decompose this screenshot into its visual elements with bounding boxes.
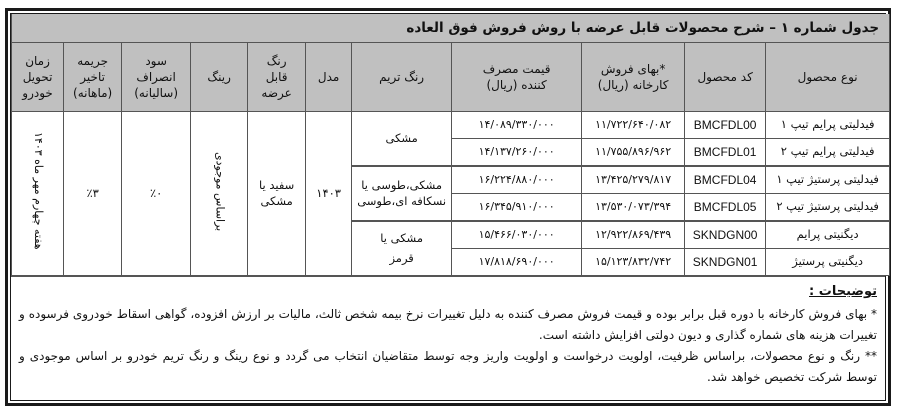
header-trim-color: رنگ تریم: [352, 43, 452, 112]
trim-color-line1: مشکی،طوسی یا: [361, 177, 442, 192]
product-code-cell: SKNDGN00: [685, 221, 766, 249]
document-frame: [5, 8, 891, 406]
product-code-cell: BMCFDL05: [685, 194, 766, 222]
consumer-price-cell: ۱۶/۳۴۵/۹۱۰/۰۰۰: [452, 194, 582, 222]
ring-value: براساس موجودی: [213, 151, 227, 231]
header-withdrawal-profit: سود انصراف (سالیانه): [122, 43, 191, 112]
product-code-cell: BMCFDL04: [685, 166, 766, 194]
factory-price-cell: ۱۳/۴۲۵/۲۷۹/۸۱۷: [582, 166, 685, 194]
product-type-cell: دیگنیتی پرایم: [766, 221, 890, 249]
trim-color-line2: قرمز: [389, 250, 414, 265]
model-cell: ۱۴۰۳: [306, 112, 352, 276]
factory-price-cell: ۱۳/۵۳۰/۰۷۳/۳۹۴: [582, 194, 685, 222]
factory-price-cell: ۱۲/۹۲۲/۸۶۹/۴۳۹: [582, 221, 685, 249]
consumer-price-cell: ۱۴/۱۳۷/۲۶۰/۰۰۰: [452, 139, 582, 167]
header-delay-penalty: جریمه تاخیر (ماهانه): [64, 43, 122, 112]
note-item-1: * بهای فروش کارخانه با دوره قبل برابر بوده و قیمت فروش مصرف کننده به دلیل تغییرات نرخ بیمه شخص ثالث، مالیات بر ارزش افزوده، گواهی اسقاط خودروی فرسوده و تغییرات هزینه های شماره گذاری و دیون دولتی افزایش داشته است.: [19, 307, 877, 342]
product-type-cell: دیگنیتی پرستیژ: [766, 249, 890, 276]
delivery-time-cell: [12, 112, 64, 276]
table-container: [10, 13, 886, 401]
product-type-cell: فیدلیتی پرایم تیپ ۱: [766, 112, 890, 139]
product-type-cell: فیدلیتی پرستیژ تیپ ۲: [766, 194, 890, 222]
factory-price-cell: ۱۵/۱۲۳/۸۳۲/۷۴۲: [582, 249, 685, 276]
header-product-code: کد محصول: [685, 43, 766, 112]
factory-price-cell: ۱۱/۷۵۵/۸۹۶/۹۶۲: [582, 139, 685, 167]
note-item-2: ** رنگ و نوع محصولات، براساس ظرفیت، اولویت درخواست و اولویت واریز وجه توسط متقاضیان انتخاب می گردد و نوع رینگ و رنگ تریم خودرو بر اساس موجودی و توسط شرکت تخصیص خواهد شد.: [19, 349, 877, 384]
delivery-time-value: هفته چهارم مهر ماه ۱۴۰۳: [31, 132, 45, 251]
offered-color-line2: مشکی: [260, 193, 293, 208]
header-model: مدل: [306, 43, 352, 112]
table-title: جدول شماره ۱ – شرح محصولات قابل عرضه با روش فروش فوق العاده: [12, 14, 890, 43]
header-ring: رینگ: [191, 43, 248, 112]
delay-penalty-cell: ٪۳: [64, 112, 122, 276]
product-code-cell: BMCFDL00: [685, 112, 766, 139]
consumer-price-cell: ۱۵/۴۶۶/۰۳۰/۰۰۰: [452, 221, 582, 249]
trim-color-cell: [352, 221, 452, 276]
consumer-price-cell: ۱۶/۲۲۴/۸۸۰/۰۰۰: [452, 166, 582, 194]
factory-price-cell: ۱۱/۷۲۲/۶۴۰/۰۸۲: [582, 112, 685, 139]
trim-color-cell: مشکی: [352, 112, 452, 167]
product-type-cell: فیدلیتی پرستیژ تیپ ۱: [766, 166, 890, 194]
products-table: [11, 14, 890, 276]
ring-cell: [191, 112, 248, 276]
withdrawal-profit-cell: ٪۰: [122, 112, 191, 276]
header-product-type: نوع محصول: [766, 43, 890, 112]
header-consumer-price: قیمت مصرف کننده (ریال): [452, 43, 582, 112]
product-code-cell: SKNDGN01: [685, 249, 766, 276]
table-row: [12, 112, 890, 139]
header-delivery-time: زمان تحویل خودرو: [12, 43, 64, 112]
offered-color-line1: سفید یا: [258, 177, 295, 192]
consumer-price-cell: ۱۴/۰۸۹/۳۳۰/۰۰۰: [452, 112, 582, 139]
header-offered-color: رنگ قابل عرضه: [248, 43, 306, 112]
trim-color-cell: [352, 166, 452, 221]
offered-color-cell: [248, 112, 306, 276]
product-type-cell: فیدلیتی پرایم تیپ ۲: [766, 139, 890, 167]
consumer-price-cell: ۱۷/۸۱۸/۶۹۰/۰۰۰: [452, 249, 582, 276]
header-factory-price: *بهای فروش کارخانه (ریال): [582, 43, 685, 112]
trim-color-line2: نسکافه ای،طوسی: [357, 193, 447, 208]
trim-color-line1: مشکی یا: [380, 230, 423, 245]
notes-title: توضیحات :: [809, 284, 877, 299]
product-code-cell: BMCFDL01: [685, 139, 766, 167]
notes-section: [11, 276, 885, 388]
